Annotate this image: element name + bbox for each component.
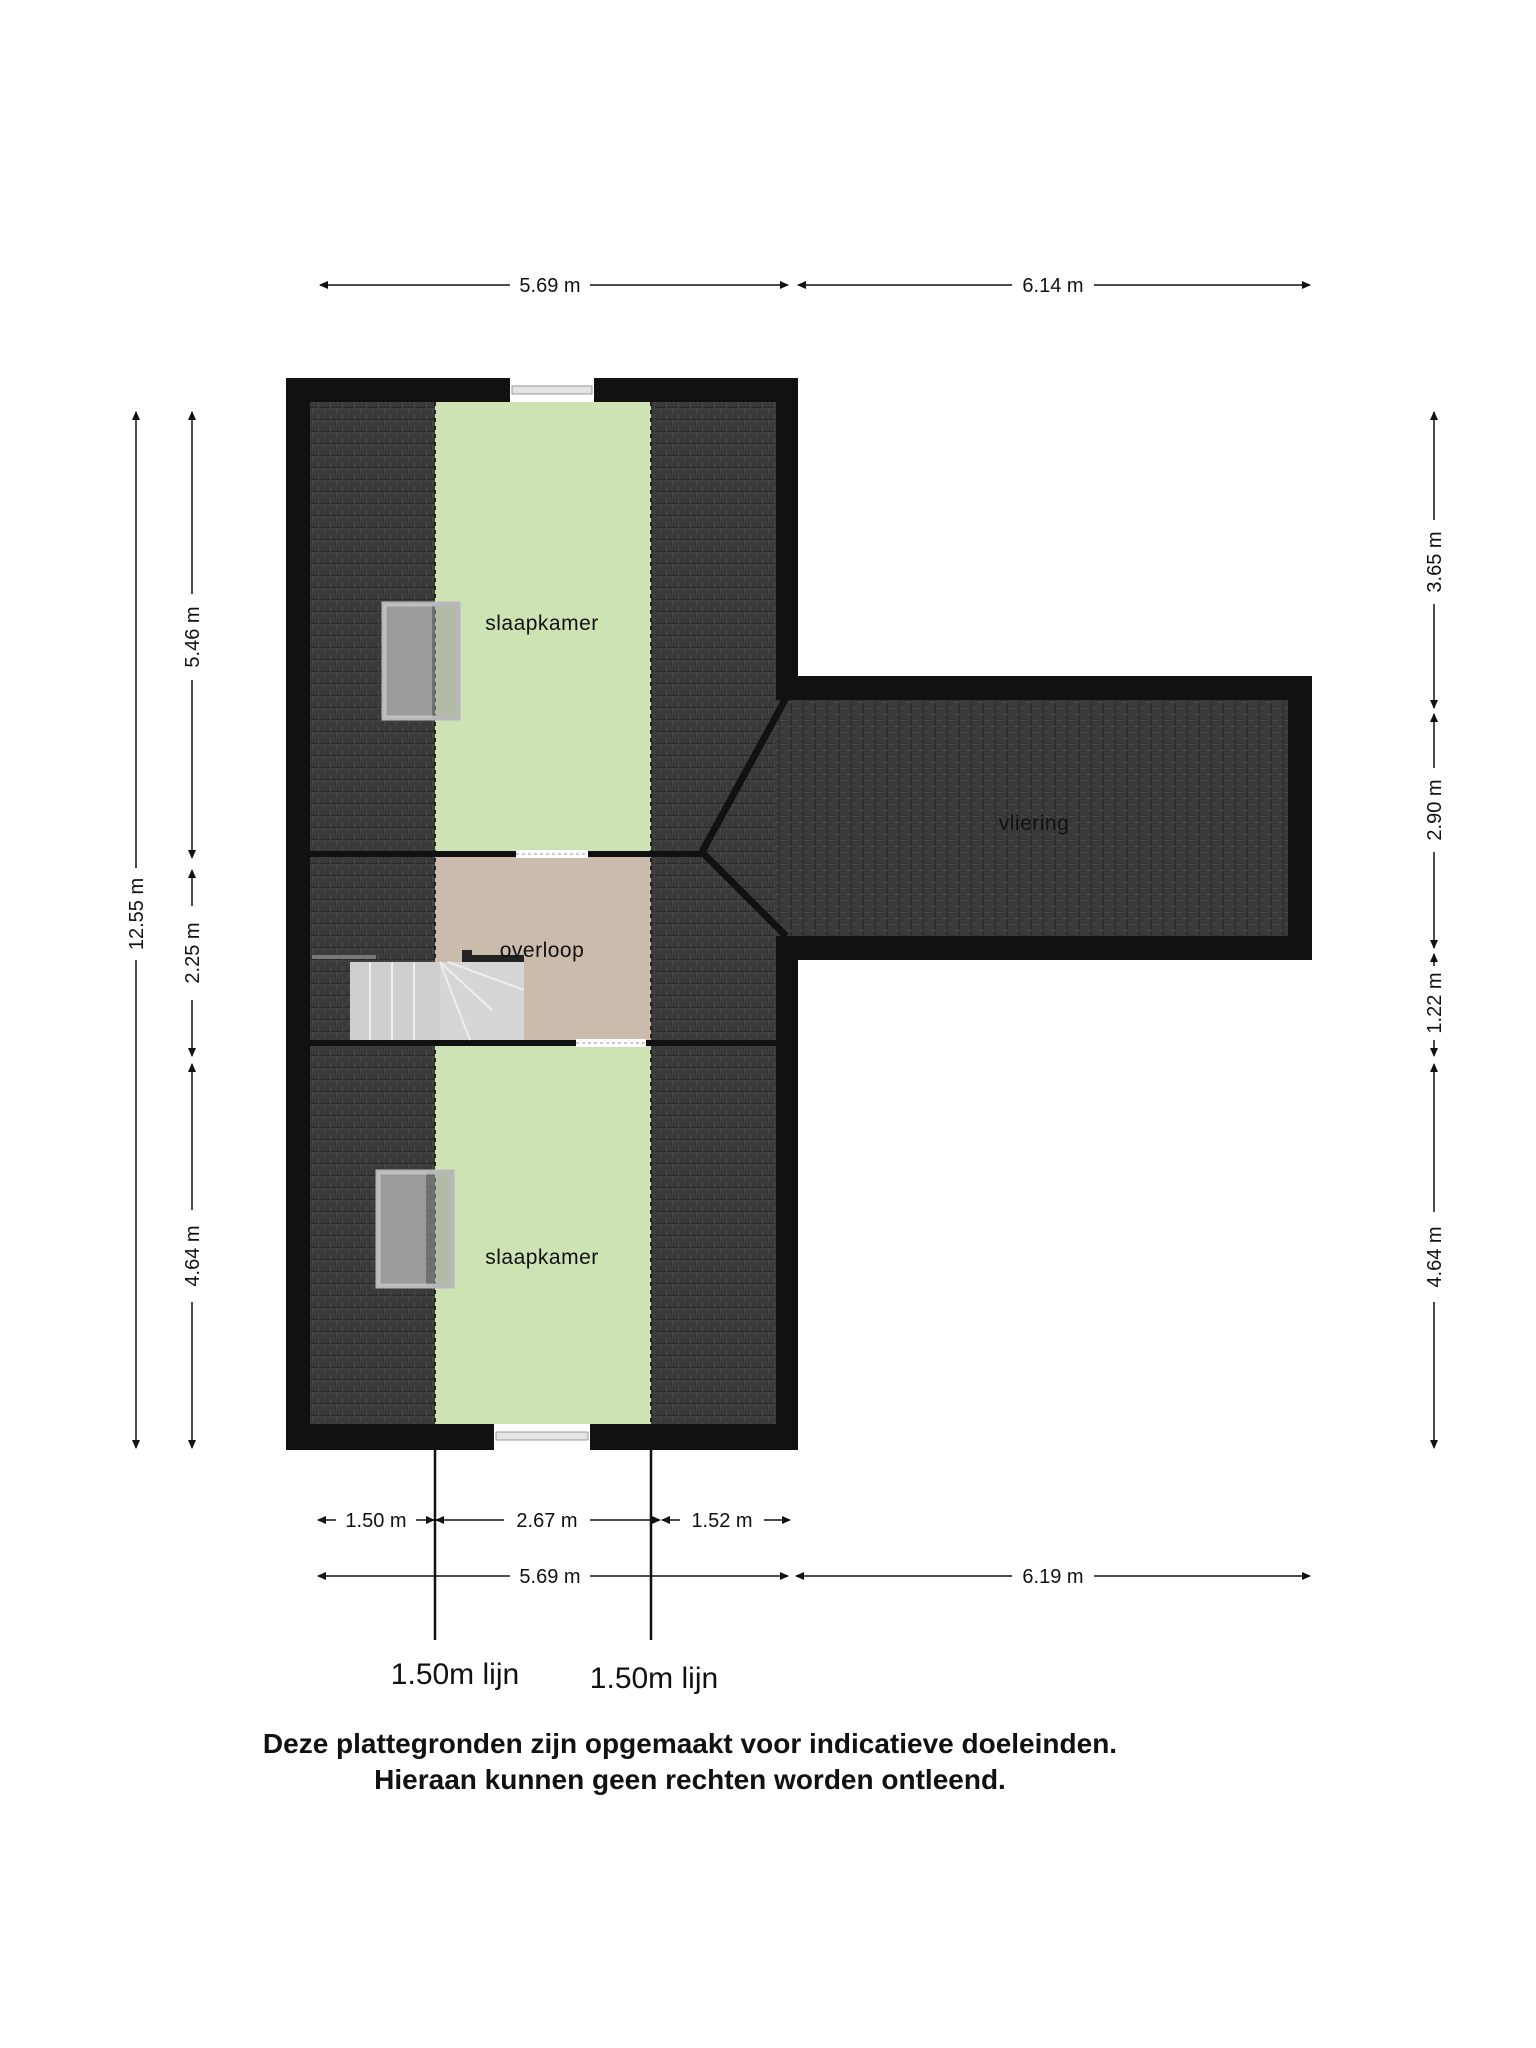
window-top-glass <box>512 386 592 394</box>
door-bottom-bedroom <box>576 1039 646 1047</box>
label-150-right: 1.50m lijn <box>589 1662 719 1695</box>
dim-bottom-right: 6.19 m <box>1022 1566 1084 1588</box>
dim-right-mid: 2.90 m <box>1424 779 1446 841</box>
dim-top-right: 6.14 m <box>1022 275 1084 297</box>
dim-right-bottom: 4.64 m <box>1424 1226 1446 1288</box>
bottom-bedroom-floor <box>435 1044 651 1424</box>
label-150-left: 1.50m lijn <box>390 1658 520 1691</box>
dim-bottom-c: 1.52 m <box>691 1510 753 1532</box>
skylight-bottom <box>378 1172 452 1286</box>
dim-left-mid: 2.25 m <box>182 922 204 984</box>
dim-bottom-b: 2.67 m <box>516 1510 578 1532</box>
label-bottom-bedroom: slaapkamer <box>485 1246 599 1269</box>
dim-top-left: 5.69 m <box>519 275 581 297</box>
skylight-top <box>384 604 458 718</box>
interior-wall-upper <box>310 851 702 857</box>
dim-left-bottom: 4.64 m <box>182 1225 204 1287</box>
dim-left-total: 12.55 m <box>126 877 148 951</box>
label-landing: overloop <box>499 939 585 962</box>
window-bottom-glass <box>496 1432 588 1440</box>
label-attic: vliering <box>998 812 1070 835</box>
dim-bottom-a: 1.50 m <box>345 1510 407 1532</box>
dim-right-lower: 1.22 m <box>1424 972 1446 1034</box>
disclaimer-line-1: Deze plattegronden zijn opgemaakt voor indicatieve doeleinden. <box>262 1728 1118 1759</box>
dim-right-top: 3.65 m <box>1424 531 1446 593</box>
dim-left-top: 5.46 m <box>182 606 204 668</box>
label-top-bedroom: slaapkamer <box>485 612 599 635</box>
disclaimer-line-2: Hieraan kunnen geen rechten worden ontleend. <box>374 1764 1006 1795</box>
interior-wall-lower <box>310 1040 776 1046</box>
dim-bottom-left: 5.69 m <box>519 1566 581 1588</box>
